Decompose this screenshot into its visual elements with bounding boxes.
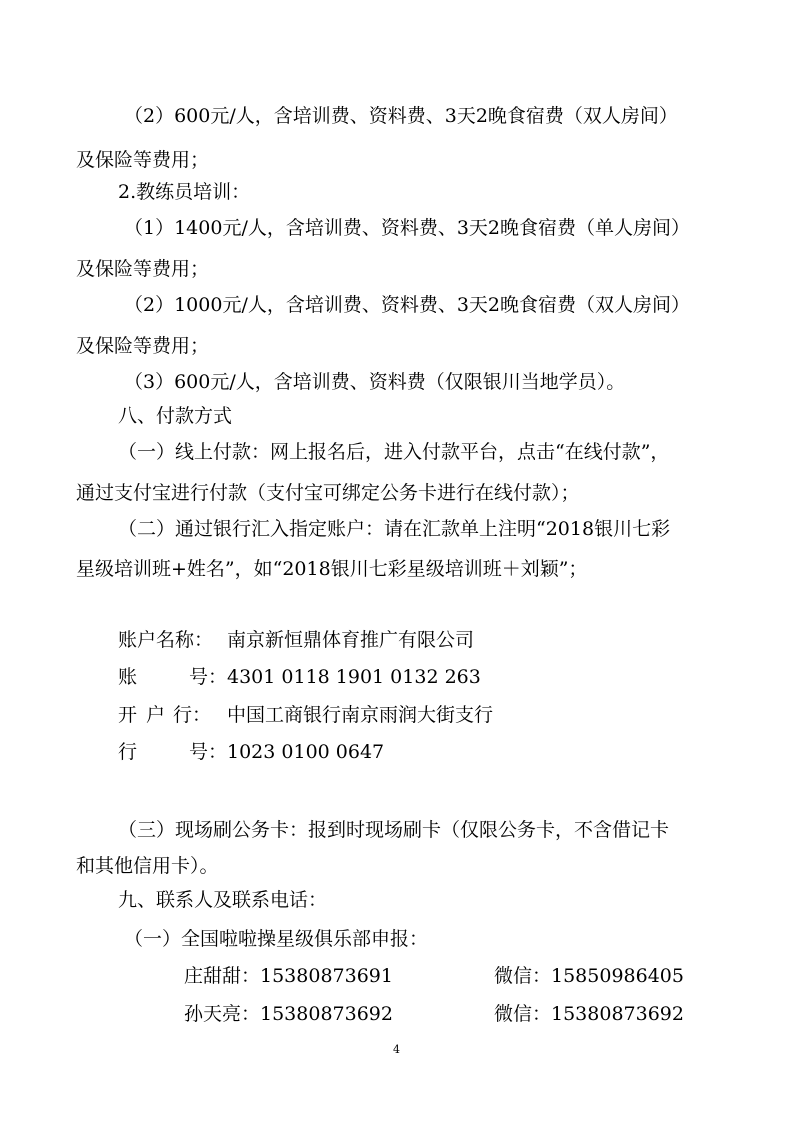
text-line: （2）600元/人，含培训费、资料费、3天2晚食宿费（双人房间）	[124, 105, 678, 127]
contact-wechat-2: 微信：15380873692	[494, 1003, 684, 1025]
bank-code-row	[118, 739, 384, 765]
text-line: （三）现场刷公务卡：报到时现场刷卡（仅限公务卡，不含借记卡	[118, 819, 670, 841]
account-name-label: 账户名称：	[118, 629, 214, 651]
bank-code-value: 1023 0100 0647	[227, 741, 385, 763]
bank-code-label: 行 号：	[118, 741, 228, 763]
contact-name-1: 庄甜甜：15380873691	[184, 965, 393, 987]
section-heading: 2.教练员培训：	[118, 181, 251, 203]
section-heading: 八、付款方式	[118, 405, 233, 427]
bank-label: 开 户 行：	[118, 704, 212, 726]
text-line: 及保险等费用；	[76, 258, 210, 280]
account-name-value: 南京新恒鼎体育推广有限公司	[227, 629, 475, 651]
account-name-row	[118, 627, 474, 653]
text-line: 和其他信用卡）。	[76, 855, 219, 877]
contact-name-2: 孙天亮：15380873692	[184, 1003, 393, 1025]
contact-wechat-1: 微信：15850986405	[494, 965, 684, 987]
text-line: 及保险等费用；	[76, 335, 210, 357]
bank-value: 中国工商银行南京雨润大街支行	[227, 704, 494, 726]
text-line: 通过支付宝进行付款（支付宝可绑定公务卡进行在线付款）；	[76, 482, 580, 504]
text-line: （二）通过银行汇入指定账户：请在汇款单上注明“2018银川七彩	[118, 518, 671, 540]
text-line: 星级培训班+姓名”，如“2018银川七彩星级培训班＋刘颖”；	[76, 558, 588, 580]
text-line: （1）1400元/人，含培训费、资料费、3天2晚食宿费（单人房间）	[124, 217, 691, 239]
account-number-label: 账 号：	[118, 666, 228, 688]
page-number: 4	[393, 1043, 400, 1056]
text-line: （一）线上付款：网上报名后，进入付款平台，点击“在线付款”，	[118, 441, 670, 463]
text-line: 及保险等费用；	[76, 149, 210, 171]
section-heading: 九、联系人及联系电话：	[118, 889, 328, 911]
account-number-value: 4301 0118 1901 0132 263	[227, 666, 481, 688]
fee-line-2-trainee	[124, 103, 720, 129]
bank-row	[118, 702, 493, 728]
text-line: （3）600元/人，含培训费、资料费（仅限银川当地学员）。	[124, 371, 626, 393]
text-line: （2）1000元/人，含培训费、资料费、3天2晚食宿费（双人房间）	[124, 294, 691, 316]
account-number-row	[118, 664, 481, 690]
text-line: （一）全国啦啦操星级俱乐部申报：	[124, 928, 429, 950]
